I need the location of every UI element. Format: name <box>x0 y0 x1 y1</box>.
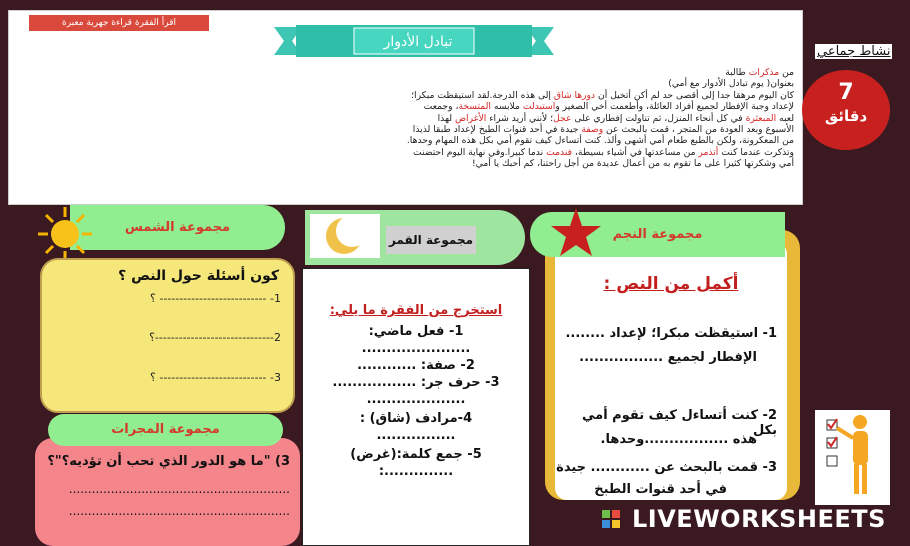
liveworksheets-logo: LIVEWORKSHEETS <box>600 505 886 535</box>
question-line-2[interactable]: 2------------------------------؟ <box>149 331 281 344</box>
question-line-1[interactable]: 1- --------------------------- ؟ <box>150 292 281 305</box>
extract-item-1: 1- فعل ماضي: <box>368 324 464 339</box>
complete-1-line-b[interactable]: الإفطار لجميع ................. <box>579 350 757 365</box>
crescent-moon-icon <box>310 214 380 258</box>
reading-passage: من مذكرات طالبة بعنوان( يوم تبادل الأدوار مع أمي) كان اليوم مرهقا جدا إلى أقصى حد لم أكن أتخيل أن دورها شاق إلى هذه الدرجة.لقد استيقظت مبكرا؛ لإعداد وجبة الإفطار لجميع أفراد العائلة، وأطعمت أخي الصغير واستبدلت ملابسه المتسخة، وجمعت لعبه المبعثرة في كل أنحاء المنزل، ثم تناولت إفطاري على عجل؛ لأنني أريد شراء الأغراض لهذا الأسبوع وبعد العودة من المتجر ، قمت بالبحث عن وصفة جيدة في أحد قنوات الطبخ لإعداد طبقا لذيذا من المعكرونة، ولكن بالطبع طعام أمي أشهى وألذ. كنت أتساءل كيف تقوم أمي بكل هذه المهام وحدها. وتذكرت عندما كنت أتذمر من مساعدتها في أشياء بسيطة، فندمت ندما كبيرا.وفي نهاية اليوم احتضنت أمي وشكرتها كثيرا على ما تقوم به من أعمال عديدة من أجل راحتنا، كم أحبك يا أمي! <box>406 67 794 170</box>
complete-2-line-b[interactable]: هذه .................وحدها. <box>600 432 757 447</box>
answer-line-1[interactable]: .......................................................... <box>68 482 290 496</box>
sun-group-box <box>40 258 295 413</box>
sun-group-tab: مجموعة الشمس <box>70 205 285 250</box>
extract-item-4: 4-مرادف (شاق) : <box>359 411 473 426</box>
reading-instruction: اقرأ الفقرة قراءة جهرية معبرة <box>29 15 209 31</box>
title-banner-text: تبادل الأدوار <box>383 34 453 50</box>
timer-label: دقائق <box>824 107 868 125</box>
extraction-heading: استخرج من الفقرة ما يلي: <box>329 303 503 318</box>
activity-label: نشاط جماعي <box>817 44 891 59</box>
extract-answer-5[interactable]: ..............: <box>378 464 454 479</box>
logo-mark-icon <box>600 506 628 534</box>
question-line-3[interactable]: 3- --------------------------- ؟ <box>150 371 281 384</box>
star-group-heading: أكمل من النص : <box>603 274 739 294</box>
sun-group-heading: كون أسئلة حول النص ؟ <box>118 268 279 284</box>
person-checklist-icon <box>815 410 890 505</box>
extract-item-5: 5- جمع كلمة:(غرض) <box>350 447 482 462</box>
reading-card <box>8 10 803 205</box>
answer-line-2[interactable]: .......................................................... <box>68 504 290 518</box>
extract-item-3[interactable]: 3- حرف جر: ................. <box>332 375 500 390</box>
moon-icon-box <box>310 214 380 258</box>
star-group-tab: مجموعة النجم <box>530 212 785 257</box>
sun-icon <box>36 205 94 263</box>
star-group-box <box>555 242 787 500</box>
complete-3-line-a[interactable]: 3- قمت بالبحث عن ............ جيدة <box>556 460 777 475</box>
timer-badge <box>802 70 890 150</box>
complete-3-line-b[interactable]: في أحد قنوات الطبخ <box>594 482 727 497</box>
extraction-box <box>302 268 530 546</box>
complete-2-line-a[interactable]: 2- كنت أتساءل كيف تقوم أمي بكل <box>582 408 777 438</box>
extract-item-2[interactable]: 2- صفة: ............ <box>357 358 475 373</box>
extract-answer-3[interactable]: .................... <box>366 392 466 407</box>
moon-group-title: مجموعة القمر <box>386 226 476 254</box>
timer-number: 7 <box>838 80 854 105</box>
extract-answer-4[interactable]: ................ <box>376 428 456 443</box>
migrations-group-box <box>35 438 300 546</box>
extract-answer-1[interactable]: ...................... <box>361 341 471 356</box>
migrations-group-tab: مجموعة المجرات <box>48 414 283 446</box>
migrations-question: 3) "ما هو الدور الذي تحب أن تؤديه؟"؟ <box>47 454 290 469</box>
complete-1-line-a[interactable]: 1- استيقظت مبكرا؛ لإعداد ........ <box>565 326 777 341</box>
star-icon <box>548 206 604 260</box>
checklist-figure <box>815 410 890 505</box>
